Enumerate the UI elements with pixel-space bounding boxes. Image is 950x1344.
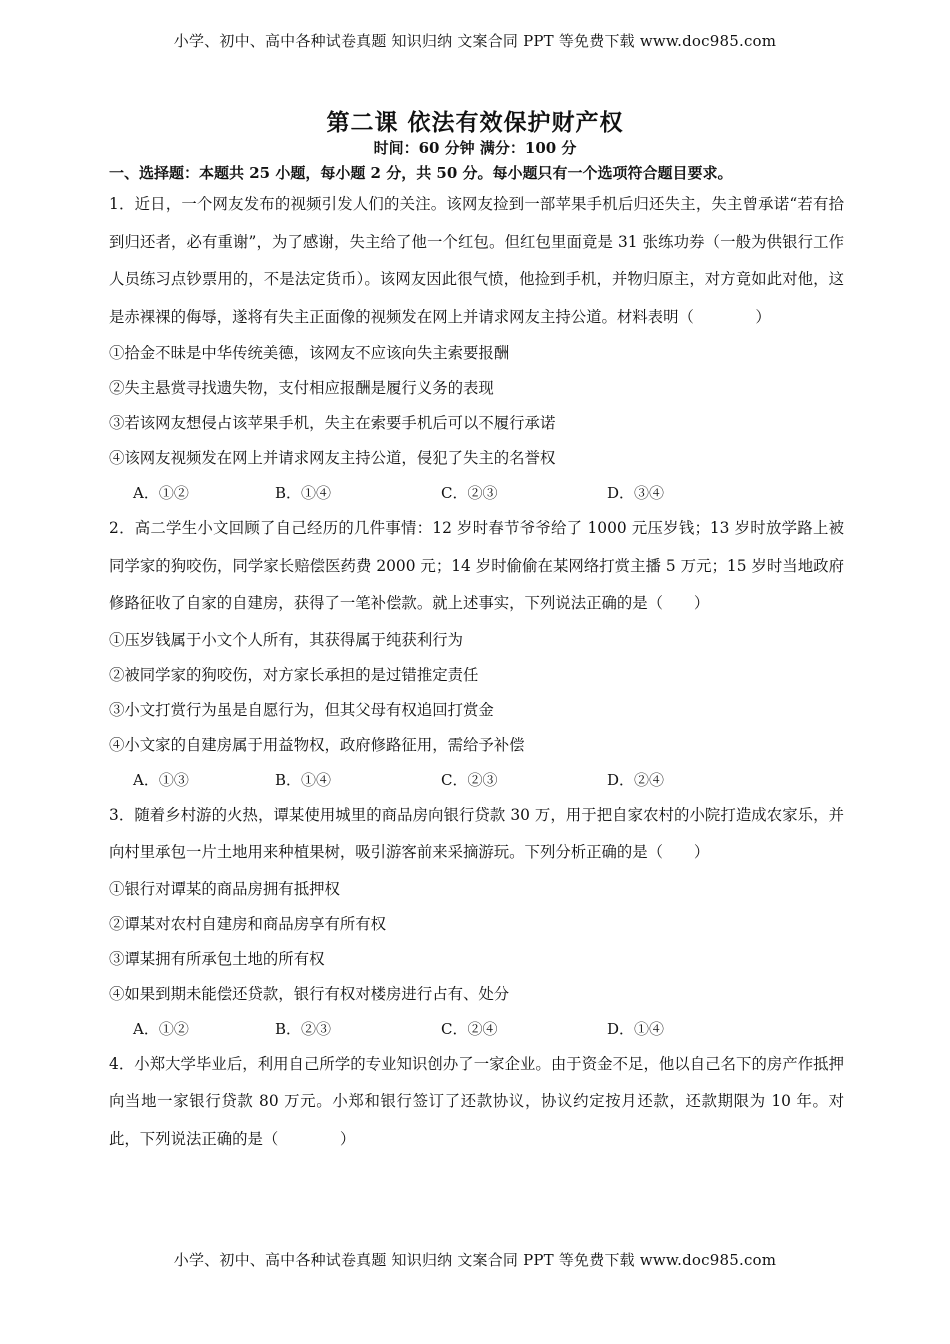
option-b[interactable]: B．②③: [275, 1019, 332, 1038]
option-c[interactable]: C．②③: [441, 770, 498, 789]
exam-content: [109, 160, 844, 1158]
statement: ④小文家的自建房属于用益物权，政府修路征用，需给予补偿: [109, 735, 525, 754]
statement: ②失主悬赏寻找遗失物，支付相应报酬是履行义务的表现: [109, 379, 494, 397]
page-title: 第二课 依法有效保护财产权: [326, 109, 624, 136]
option-d[interactable]: D．②④: [607, 770, 665, 789]
question-stem: 3．随着乡村游的火热，谭某使用城里的商品房向银行贷款 30 万，用于把自家农村的小院打造成农家乐，并向村里承包一片土地用来种植果树，吸引游客前来采摘游玩。下列分析正确的是（ ）: [109, 805, 844, 861]
option-a[interactable]: A．①②: [133, 1019, 189, 1038]
statement: ③谭某拥有所承包土地的所有权: [109, 949, 325, 968]
answer-options: [109, 1012, 844, 1046]
option-c[interactable]: C．②④: [441, 1019, 498, 1038]
question-2: [109, 510, 844, 797]
question-1: [109, 186, 844, 510]
question-stem: 2．高二学生小文回顾了自己经历的几件事情：12 岁时春节爷爷给了 1000 元压岁钱；13 岁时放学路上被同学家的狗咬伤，同学家长赔偿医药费 2000 元；14 岁时偷偷在某网络打赏主播 5 万元；15 岁时当地政府修路征收了自家的自建房，获得了一笔补偿款。就上述事实，下列说法正确的是（ ）: [109, 519, 844, 612]
statement: ①拾金不昧是中华传统美德，该网友不应该向失主索要报酬: [109, 344, 510, 362]
section-heading: 一、选择题：本题共 25 小题，每小题 2 分，共 50 分。每小题只有一个选项符合题目要求。: [109, 164, 733, 182]
question-stem: 1．近日，一个网友发布的视频引发人们的关注。该网友捡到一部苹果手机后归还失主，失主曾承诺“若有拾到归还者，必有重谢”，为了感谢，失主给了他一个红包。但红包里面竟是 31 张练功券（一般为供银行工作人员练习点钞票用的，不是法定货币）。该网友因此很气愤，他捡到手机，并物归原主，对方竟如此对他，这是赤裸裸的侮辱，遂将有失主正面像的视频发在网上并请求网友主持公道。材料表明（ ）: [109, 195, 844, 326]
exam-info: 时间：60 分钟 满分：100 分: [373, 139, 577, 157]
statement: ②谭某对农村自建房和商品房享有所有权: [109, 914, 387, 933]
footer-banner: 小学、初中、高中各种试卷真题 知识归纳 文案合同 PPT 等免费下载 www.doc985.com: [173, 1251, 777, 1269]
statement: ④如果到期未能偿还贷款，银行有权对楼房进行占有、处分: [109, 984, 510, 1003]
option-a[interactable]: A．①③: [133, 770, 189, 789]
statement: ③若该网友想侵占该苹果手机，失主在索要手机后可以不履行承诺: [109, 414, 556, 432]
statement: ③小文打赏行为虽是自愿行为，但其父母有权追回打赏金: [109, 700, 494, 719]
option-d[interactable]: D．①④: [607, 1019, 665, 1038]
option-b[interactable]: B．①④: [275, 484, 332, 502]
question-3: [109, 797, 844, 1046]
statement: ①银行对谭某的商品房拥有抵押权: [109, 879, 340, 898]
option-b[interactable]: B．①④: [275, 770, 332, 789]
question-stem: 4．小郑大学毕业后，利用自己所学的专业知识创办了一家企业。由于资金不足，他以自己名下的房产作抵押向当地一家银行贷款 80 万元。小郑和银行签订了还款协议，协议约定按月还款，还款期限为 10 年。对此，下列说法正确的是（ ）: [109, 1054, 844, 1148]
option-d[interactable]: D．③④: [607, 484, 665, 502]
statement: ①压岁钱属于小文个人所有，其获得属于纯获利行为: [109, 630, 463, 649]
answer-options: [109, 476, 844, 510]
statement: ④该网友视频发在网上并请求网友主持公道，侵犯了失主的名誉权: [109, 449, 556, 467]
option-a[interactable]: A．①②: [133, 484, 189, 502]
question-4: [109, 1046, 844, 1159]
header-banner: 小学、初中、高中各种试卷真题 知识归纳 文案合同 PPT 等免费下载 www.doc985.com: [173, 32, 777, 50]
answer-options: [109, 763, 844, 797]
statement: ②被同学家的狗咬伤，对方家长承担的是过错推定责任: [109, 665, 479, 684]
option-c[interactable]: C．②③: [441, 484, 498, 502]
